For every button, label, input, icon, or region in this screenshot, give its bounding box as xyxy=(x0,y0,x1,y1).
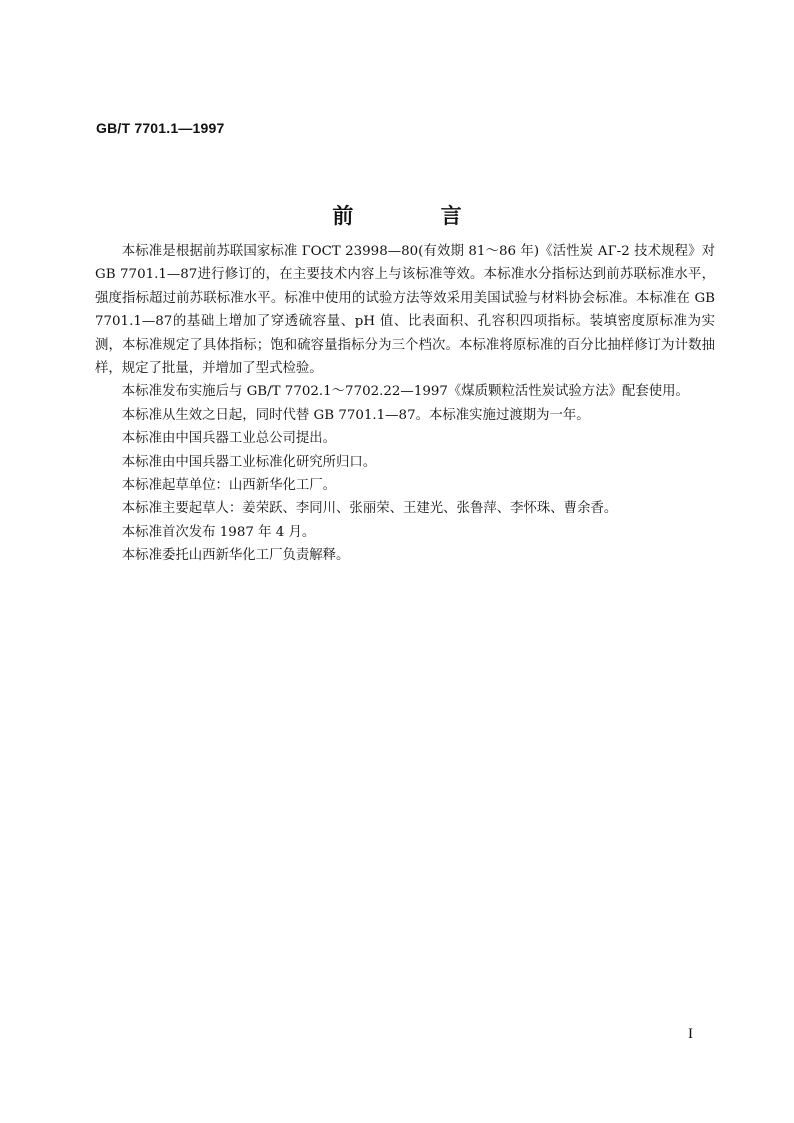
page-title: 前 言 xyxy=(332,204,502,228)
paragraph-companion-standard: 本标准发布实施后与 GB/T 7702.1～7702.22—1997《煤质颗粒活性炭试验方法》配套使用。 xyxy=(121,384,689,400)
paragraph-proposer: 本标准由中国兵器工业总公司提出。 xyxy=(121,431,337,447)
paragraph-drafters: 本标准主要起草人：姜荣跃、李同川、张丽荣、王建光、张鲁萍、李怀珠、曹余香。 xyxy=(121,501,618,517)
paragraph-drafting-unit: 本标准起草单位：山西新华化工厂。 xyxy=(121,478,337,494)
standard-code: GB/T 7701.1—1997 xyxy=(96,120,225,136)
page-number: I xyxy=(688,1026,693,1042)
paragraph-interpretation: 本标准委托山西新华化工厂负责解释。 xyxy=(121,548,350,564)
paragraph-first-issue: 本标准首次发布 1987 年 4 月。 xyxy=(121,524,316,540)
paragraph-revision-basis: 本标准是根据前苏联国家标准 ГОСТ 23998—80(有效期 81～86 年)《活性炭 АГ-2 技术规程》对 GB 7701.1—87进行修订的，在主要技术内容上与该标准等效。本标准水分指标达到前苏联标准水平，强度指标超过前苏联标准水平。标准中使用的试验方法等效采用美国试验与材料协会标准。本标准在 GB 7701.1—87的基础上增加了穿透硫容量、pH 值、比表面积、孔容积四项指标。装填密度原标准为实测，本标准规定了具体指标；饱和硫容量指标分为三个档次。本标准将原标准的百分比抽样修订为计数抽样，规定了批量，并增加了型式检验。 xyxy=(95,244,715,377)
paragraph-effective-date: 本标准从生效之日起，同时代替 GB 7701.1—87。本标准实施过渡期为一年。 xyxy=(121,407,590,423)
paragraph-administrator: 本标准由中国兵器工业标准化研究所归口。 xyxy=(121,454,377,470)
foreword-body xyxy=(95,240,715,568)
